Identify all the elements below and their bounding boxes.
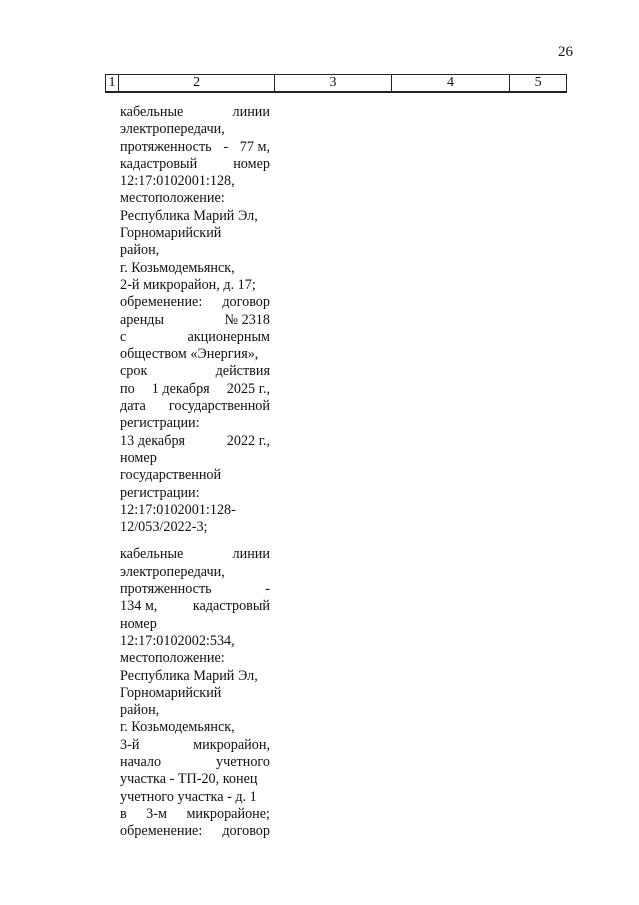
text-segment: протяженность xyxy=(120,138,212,155)
text-segment: срок xyxy=(120,363,148,380)
column-header-5: 5 xyxy=(510,75,567,93)
text-line xyxy=(120,598,270,615)
text-line xyxy=(120,633,270,650)
text-segment: район, xyxy=(120,702,160,719)
column-2-entries xyxy=(120,104,270,850)
text-segment: местоположение: xyxy=(120,190,225,207)
text-line xyxy=(120,242,270,259)
text-line xyxy=(120,139,270,156)
text-segment: дата xyxy=(120,398,146,415)
text-line xyxy=(120,719,270,736)
text-line xyxy=(120,363,270,380)
text-line xyxy=(120,702,270,719)
page-number: 26 xyxy=(558,44,573,60)
text-segment: г. Козьмодемьянск, xyxy=(120,719,235,736)
text-line xyxy=(120,346,270,363)
text-segment: аренды xyxy=(120,311,165,328)
text-segment: номер xyxy=(120,615,157,632)
text-segment: акционерным xyxy=(187,328,270,345)
text-line xyxy=(120,208,270,225)
text-line xyxy=(120,156,270,173)
text-line xyxy=(120,225,270,242)
text-segment: 1 декабря xyxy=(151,380,210,397)
text-line xyxy=(120,467,270,484)
text-line xyxy=(120,502,270,519)
text-segment: электропередачи, xyxy=(120,563,225,580)
text-line xyxy=(120,754,270,771)
text-segment: электропередачи, xyxy=(120,121,225,138)
text-segment: государственной xyxy=(168,398,270,415)
text-segment: микрорайон, xyxy=(193,736,270,753)
text-line xyxy=(120,581,270,598)
text-segment: номер xyxy=(233,155,270,172)
text-line xyxy=(120,806,270,823)
text-segment: кадастровый xyxy=(120,155,198,172)
text-line xyxy=(120,398,270,415)
text-line xyxy=(120,190,270,207)
text-segment: 2022 г., xyxy=(226,432,270,449)
text-line xyxy=(120,450,270,467)
text-segment: 3-м xyxy=(146,805,167,822)
text-line xyxy=(120,104,270,121)
text-segment: кадастровый xyxy=(192,598,270,615)
register-entry xyxy=(120,546,270,840)
text-segment: 134 м, xyxy=(120,598,158,615)
text-segment: с xyxy=(120,328,127,345)
text-segment: договор xyxy=(222,823,270,840)
text-segment: номер xyxy=(120,449,157,466)
text-line xyxy=(120,173,270,190)
text-segment: обременение: xyxy=(120,823,203,840)
text-line xyxy=(120,433,270,450)
text-segment: район, xyxy=(120,242,160,259)
text-line xyxy=(120,650,270,667)
text-segment: кабельные xyxy=(120,104,184,120)
text-segment: 12:17:0102002:534, xyxy=(120,632,235,649)
text-segment: микрорайоне; xyxy=(186,805,270,822)
text-segment: начало xyxy=(120,753,162,770)
text-line xyxy=(120,789,270,806)
text-line xyxy=(120,823,270,840)
table-header-row xyxy=(106,75,567,93)
text-segment: № 2318 xyxy=(224,311,270,328)
text-segment: 13 декабря xyxy=(120,432,186,449)
text-segment: Республика Марий Эл, xyxy=(120,667,258,684)
text-segment: протяженность xyxy=(120,581,212,598)
text-segment: - xyxy=(265,581,270,598)
column-header-2: 2 xyxy=(118,75,274,93)
text-line xyxy=(120,485,270,502)
text-segment: учетного xyxy=(216,753,270,770)
text-line xyxy=(120,260,270,277)
text-segment: регистрации: xyxy=(120,484,200,501)
register-entry xyxy=(120,104,270,536)
text-line xyxy=(120,277,270,294)
text-segment: 3-й xyxy=(120,736,140,753)
text-line xyxy=(120,668,270,685)
text-segment: кабельные xyxy=(120,546,184,563)
text-segment: линии xyxy=(232,546,270,563)
text-segment: г. Козьмодемьянск, xyxy=(120,259,235,276)
table-header xyxy=(105,74,567,93)
text-segment: регистрации: xyxy=(120,415,200,432)
text-segment: Горномарийский xyxy=(120,225,222,242)
text-segment: линии xyxy=(232,104,270,120)
text-segment: в xyxy=(120,805,127,822)
text-segment: местоположение: xyxy=(120,650,225,667)
text-line xyxy=(120,685,270,702)
text-segment: 12:17:0102001:128, xyxy=(120,173,235,190)
text-line xyxy=(120,519,270,536)
text-segment: 2025 г., xyxy=(226,380,270,397)
text-line xyxy=(120,381,270,398)
text-line xyxy=(120,121,270,138)
text-line xyxy=(120,737,270,754)
text-segment: Горномарийский xyxy=(120,684,222,701)
text-line xyxy=(120,415,270,432)
text-segment: 2-й микрорайон, д. 17; xyxy=(120,276,256,293)
column-header-4: 4 xyxy=(391,75,509,93)
text-segment: обществом «Энергия», xyxy=(120,346,259,363)
text-segment: - xyxy=(223,138,229,155)
text-segment: действия xyxy=(215,363,270,380)
text-line xyxy=(120,294,270,311)
text-line xyxy=(120,616,270,633)
text-segment: учетного участка - д. 1 xyxy=(120,788,257,805)
text-segment: участка - ТП-20, конец xyxy=(120,771,258,788)
text-segment: 77 м, xyxy=(239,138,270,155)
text-segment: 12/053/2022-3; xyxy=(120,519,208,536)
text-segment: Республика Марий Эл, xyxy=(120,207,258,224)
text-segment: государственной xyxy=(120,467,222,484)
text-segment: обременение: xyxy=(120,294,203,311)
text-segment: по xyxy=(120,380,135,397)
text-segment: 12:17:0102001:128- xyxy=(120,501,236,518)
column-header-1: 1 xyxy=(106,75,119,93)
text-line xyxy=(120,312,270,329)
text-segment: договор xyxy=(222,294,270,311)
text-line xyxy=(120,329,270,346)
column-header-3: 3 xyxy=(275,75,391,93)
text-line xyxy=(120,564,270,581)
text-line xyxy=(120,546,270,563)
text-line xyxy=(120,771,270,788)
